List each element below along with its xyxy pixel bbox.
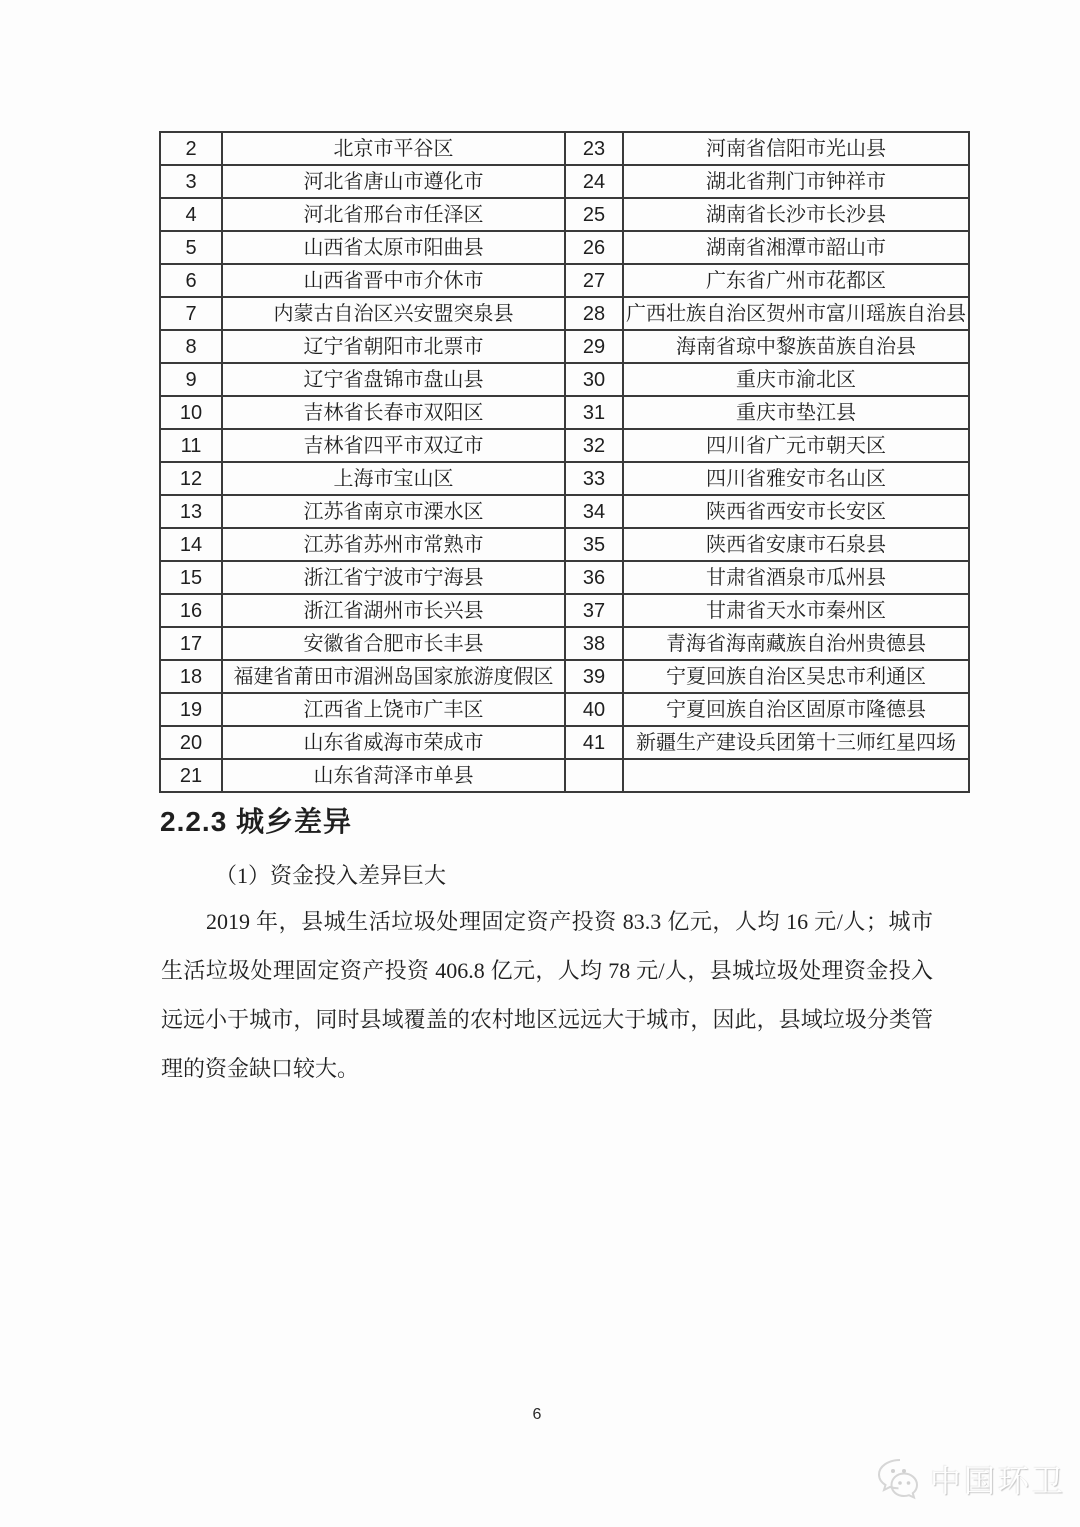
row-number-cell: 35	[565, 528, 623, 561]
row-number-cell: 37	[565, 594, 623, 627]
region-name-cell: 内蒙古自治区兴安盟突泉县	[222, 297, 565, 330]
row-number-cell: 26	[565, 231, 623, 264]
row-number-cell: 10	[160, 396, 222, 429]
wechat-icon	[873, 1457, 921, 1501]
row-number-cell: 5	[160, 231, 222, 264]
region-name-cell: 四川省雅安市名山区	[623, 462, 969, 495]
region-name-cell: 重庆市渝北区	[623, 363, 969, 396]
region-name-cell: 浙江省湖州市长兴县	[222, 594, 565, 627]
region-name-cell: 江苏省南京市溧水区	[222, 495, 565, 528]
watermark-label: 中国环卫	[930, 1464, 1066, 1499]
region-name-cell: 河北省邢台市任泽区	[222, 198, 565, 231]
region-name-cell: 宁夏回族自治区固原市隆德县	[623, 693, 969, 726]
region-name-cell: 广东省广州市花都区	[623, 264, 969, 297]
table-row	[160, 528, 969, 561]
region-name-cell: 辽宁省朝阳市北票市	[222, 330, 565, 363]
region-name-cell: 湖北省荆门市钟祥市	[623, 165, 969, 198]
region-table-container	[159, 131, 968, 793]
table-row	[160, 495, 969, 528]
row-number-cell: 32	[565, 429, 623, 462]
region-name-cell: 甘肃省酒泉市瓜州县	[623, 561, 969, 594]
row-number-cell: 2	[160, 132, 222, 165]
table-row	[160, 627, 969, 660]
region-table	[159, 131, 970, 793]
row-number-cell: 38	[565, 627, 623, 660]
row-number-cell: 33	[565, 462, 623, 495]
table-row	[160, 561, 969, 594]
table-row	[160, 429, 969, 462]
row-number-cell: 23	[565, 132, 623, 165]
row-number-cell: 41	[565, 726, 623, 759]
paragraph-line: 远远小于城市，同时县域覆盖的农村地区远远大于城市，因此，县域垃圾分类管	[161, 1007, 933, 1032]
row-number-cell: 15	[160, 561, 222, 594]
region-name-cell: 福建省莆田市湄洲岛国家旅游度假区	[222, 660, 565, 693]
table-row	[160, 297, 969, 330]
table-row	[160, 132, 969, 165]
region-name-cell: 湖南省长沙市长沙县	[623, 198, 969, 231]
region-name-cell: 浙江省宁波市宁海县	[222, 561, 565, 594]
table-row	[160, 726, 969, 759]
region-name-cell: 安徽省合肥市长丰县	[222, 627, 565, 660]
region-name-cell: 青海省海南藏族自治州贵德县	[623, 627, 969, 660]
region-name-cell: 河北省唐山市遵化市	[222, 165, 565, 198]
region-name-cell: 江西省上饶市广丰区	[222, 693, 565, 726]
table-row	[160, 330, 969, 363]
region-name-cell: 山西省太原市阳曲县	[222, 231, 565, 264]
row-number-cell: 8	[160, 330, 222, 363]
region-name-cell: 湖南省湘潭市韶山市	[623, 231, 969, 264]
row-number-cell: 16	[160, 594, 222, 627]
row-number-cell: 27	[565, 264, 623, 297]
row-number-cell: 6	[160, 264, 222, 297]
row-number-cell: 29	[565, 330, 623, 363]
row-number-cell: 36	[565, 561, 623, 594]
row-number-cell: 13	[160, 495, 222, 528]
region-name-cell: 河南省信阳市光山县	[623, 132, 969, 165]
region-table-body	[160, 132, 969, 792]
row-number-cell	[565, 759, 623, 792]
sub-heading: （1）资金投入差异巨大	[215, 863, 447, 888]
row-number-cell: 20	[160, 726, 222, 759]
row-number-cell: 17	[160, 627, 222, 660]
table-row	[160, 198, 969, 231]
region-name-cell: 吉林省四平市双辽市	[222, 429, 565, 462]
region-name-cell: 重庆市垫江县	[623, 396, 969, 429]
row-number-cell: 19	[160, 693, 222, 726]
table-row	[160, 264, 969, 297]
row-number-cell: 7	[160, 297, 222, 330]
row-number-cell: 9	[160, 363, 222, 396]
table-row	[160, 693, 969, 726]
region-name-cell: 北京市平谷区	[222, 132, 565, 165]
paragraph-line: 理的资金缺口较大。	[161, 1056, 360, 1081]
row-number-cell: 31	[565, 396, 623, 429]
region-name-cell: 陕西省西安市长安区	[623, 495, 969, 528]
region-name-cell: 辽宁省盘锦市盘山县	[222, 363, 565, 396]
region-name-cell: 甘肃省天水市秦州区	[623, 594, 969, 627]
row-number-cell: 4	[160, 198, 222, 231]
region-name-cell: 新疆生产建设兵团第十三师红星四场	[623, 726, 969, 759]
row-number-cell: 14	[160, 528, 222, 561]
region-name-cell: 四川省广元市朝天区	[623, 429, 969, 462]
region-name-cell: 山西省晋中市介休市	[222, 264, 565, 297]
table-row	[160, 594, 969, 627]
region-name-cell: 江苏省苏州市常熟市	[222, 528, 565, 561]
row-number-cell: 11	[160, 429, 222, 462]
region-name-cell: 山东省菏泽市单县	[222, 759, 565, 792]
region-name-cell: 海南省琼中黎族苗族自治县	[623, 330, 969, 363]
row-number-cell: 30	[565, 363, 623, 396]
paragraph-line: 2019 年，县城生活垃圾处理固定资产投资 83.3 亿元，人均 16 元/人；城市	[206, 909, 933, 934]
region-name-cell: 山东省威海市荣成市	[222, 726, 565, 759]
table-row	[160, 462, 969, 495]
row-number-cell: 21	[160, 759, 222, 792]
row-number-cell: 25	[565, 198, 623, 231]
region-name-cell: 陕西省安康市石泉县	[623, 528, 969, 561]
row-number-cell: 28	[565, 297, 623, 330]
row-number-cell: 40	[565, 693, 623, 726]
table-row	[160, 231, 969, 264]
section-heading: 2.2.3 城乡差异	[160, 806, 353, 837]
row-number-cell: 39	[565, 660, 623, 693]
region-name-cell	[623, 759, 969, 792]
page-number: 6	[532, 1406, 542, 1423]
body-paragraph	[161, 897, 933, 1093]
row-number-cell: 3	[160, 165, 222, 198]
region-name-cell: 广西壮族自治区贺州市富川瑶族自治县	[623, 297, 969, 330]
watermark	[873, 1456, 1066, 1501]
row-number-cell: 18	[160, 660, 222, 693]
table-row	[160, 759, 969, 792]
table-row	[160, 396, 969, 429]
table-row	[160, 165, 969, 198]
row-number-cell: 24	[565, 165, 623, 198]
region-name-cell: 吉林省长春市双阳区	[222, 396, 565, 429]
table-row	[160, 363, 969, 396]
row-number-cell: 12	[160, 462, 222, 495]
table-row	[160, 660, 969, 693]
region-name-cell: 上海市宝山区	[222, 462, 565, 495]
paragraph-line: 生活垃圾处理固定资产投资 406.8 亿元，人均 78 元/人，县城垃圾处理资金投入	[161, 958, 933, 983]
row-number-cell: 34	[565, 495, 623, 528]
region-name-cell: 宁夏回族自治区吴忠市利通区	[623, 660, 969, 693]
